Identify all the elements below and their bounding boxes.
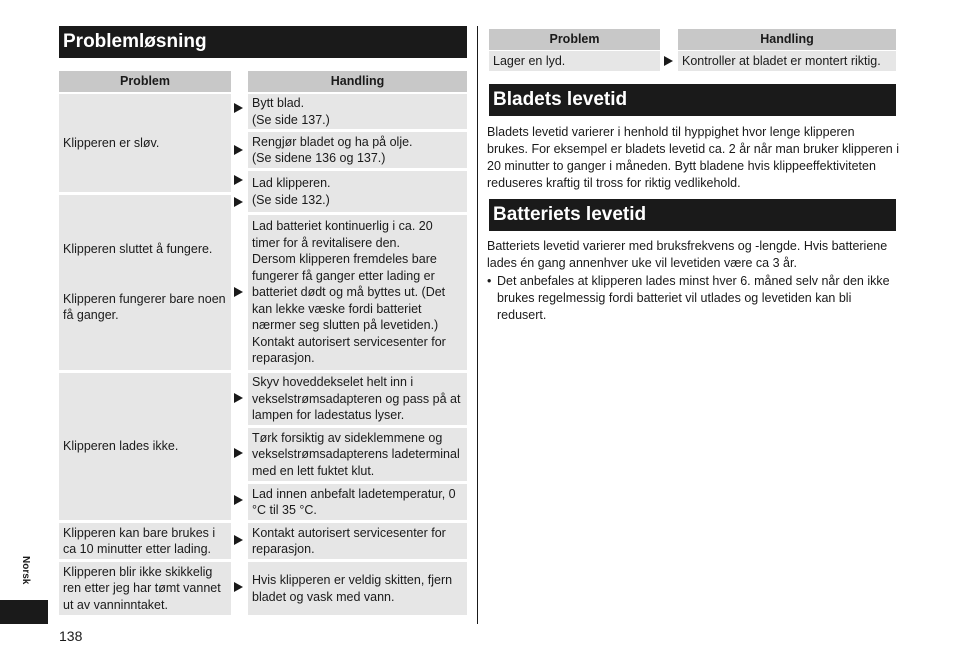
action-cell xyxy=(248,373,467,425)
arrow-right-icon xyxy=(234,145,243,155)
action-cell xyxy=(248,484,467,520)
problem-cell xyxy=(59,523,231,559)
battery-bullet-mark: • xyxy=(487,274,492,288)
problem-text: Klipperen er sløv. xyxy=(63,135,160,150)
action-cell xyxy=(248,428,467,481)
action-text: Rengjør bladet og ha på olje. (Se sidene 136 og 137.) xyxy=(252,134,413,165)
action-text: Skyv hoveddekselet helt inn i vekselstrømsadapteren og pass på at lampen for ladestatus lyser. xyxy=(252,375,461,423)
problem-cell xyxy=(59,373,231,520)
action-text: Kontakt autorisert servicesenter for reparasjon. xyxy=(252,525,446,556)
action-cell xyxy=(248,171,467,212)
blade-life-title: Bladets levetid xyxy=(489,84,896,116)
problem-text: Klipperen lades ikke. xyxy=(63,439,179,454)
language-tab-marker xyxy=(0,600,48,624)
action-cell xyxy=(248,94,467,129)
arrow-right-icon xyxy=(234,103,243,113)
action-text: Lad batteriet kontinuerlig i ca. 20 timer for å revitalisere den. Dersom klipperen fremdeles bare fungerer få ganger etter lading er batteriet dødt og må byttes ut. (Det kan lekke væske fordi batteriet nærmer seg slutten på levetiden.) Kontakt autorisert servicesenter for reparasjon. xyxy=(252,219,446,366)
problem-text: Klipperen blir ikke skikkelig ren etter jeg har tømt vannet ut av vanninntaket. xyxy=(63,564,221,612)
language-label: Norsk xyxy=(20,556,31,585)
right-table-header-action: Handling xyxy=(678,29,896,50)
battery-bullet-text: Det anbefales at klipperen lades minst hver 6. måned selv når den ikke brukes regelmessig fordi batteriet vil utlades og levetiden kan bli redusert. xyxy=(497,274,890,322)
action-text: Kontroller at bladet er montert riktig. xyxy=(682,53,881,68)
left-table-header-action: Handling xyxy=(248,71,467,92)
arrow-right-icon xyxy=(664,56,673,66)
problem-text: Lager en lyd. xyxy=(493,53,566,68)
battery-life-title: Batteriets levetid xyxy=(489,199,896,231)
action-text: Lad innen anbefalt ladetemperatur, 0 °C til 35 °C. xyxy=(252,486,456,517)
arrow-right-icon xyxy=(234,448,243,458)
left-table-header-problem: Problem xyxy=(59,71,231,92)
page-number: 138 xyxy=(59,628,83,644)
arrow-right-icon xyxy=(234,175,243,185)
problem-text: Klipperen kan bare brukes i ca 10 minutter etter lading. xyxy=(63,525,216,556)
right-table-header-problem: Problem xyxy=(489,29,660,50)
action-cell xyxy=(248,132,467,168)
action-cell xyxy=(248,215,467,370)
arrow-right-icon xyxy=(234,582,243,592)
action-text: Lad klipperen. (Se side 132.) xyxy=(252,176,331,207)
action-text: Hvis klipperen er veldig skitten, fjern bladet og vask med vann. xyxy=(252,573,453,604)
blade-life-text: Bladets levetid varierer i henhold til hyppighet hvor lenge klipperen brukes. For eksempel er bladets levetid ca. 2 år når man bruker klipperen i 20 minutter to ganger i måneden. Bytt bladene hvis klippeeffektiviteten reduseres kraftig til tross for riktig vedlikehold. xyxy=(487,125,899,190)
column-divider xyxy=(477,26,478,624)
problem-cell xyxy=(59,195,231,370)
problem-cell xyxy=(59,562,231,615)
arrow-right-icon xyxy=(234,495,243,505)
arrow-right-icon xyxy=(234,287,243,297)
action-cell xyxy=(248,562,467,615)
action-cell xyxy=(248,523,467,559)
battery-life-text: Batteriets levetid varierer med bruksfrekvens og -lengde. Hvis batteriene lades én gang annenhver uke vil levetiden være ca 3 år. xyxy=(487,239,888,270)
arrow-right-icon xyxy=(234,197,243,207)
action-text: Bytt blad. (Se side 137.) xyxy=(252,96,330,127)
action-cell xyxy=(678,51,896,71)
action-text: Tørk forsiktig av sideklemmene og vekselstrømsadapterens ladeterminal med en lett fuktet klut. xyxy=(252,430,460,478)
problem-cell xyxy=(489,51,660,71)
problem-cell xyxy=(59,94,231,192)
problem-text: Klipperen sluttet å fungere. Klipperen fungerer bare noen få ganger. xyxy=(63,242,226,323)
arrow-right-icon xyxy=(234,393,243,403)
arrow-right-icon xyxy=(234,535,243,545)
troubleshooting-title: Problemløsning xyxy=(59,26,467,58)
